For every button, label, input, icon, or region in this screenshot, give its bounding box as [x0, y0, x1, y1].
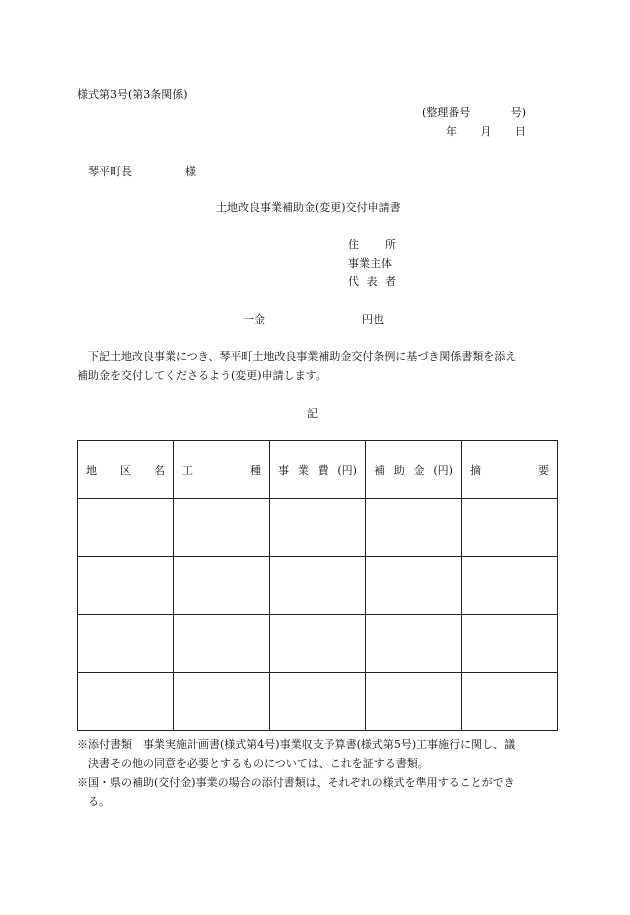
- rep-label-char: 表: [366, 275, 378, 288]
- table-cell: [270, 673, 366, 731]
- note-1-line-2: 決書その他の同意を必要とするものについては、これを証する書類。: [88, 757, 429, 770]
- address-label-char: 住: [348, 238, 359, 251]
- document-title: 土地改良事業補助金(変更)交付申請書: [216, 201, 401, 214]
- table-cell: [462, 615, 558, 673]
- seiri-number: [422, 104, 526, 120]
- table-header-row: [78, 441, 558, 499]
- table-cell: [78, 557, 174, 615]
- address-label-char: 所: [385, 238, 396, 251]
- table-cell: [366, 499, 462, 557]
- applicant-address-label: [348, 236, 396, 252]
- header-char: 区: [120, 463, 131, 477]
- addressee: [88, 163, 196, 179]
- table-cell: [462, 673, 558, 731]
- rep-label-char: 代: [348, 275, 359, 288]
- date-line: [446, 123, 526, 139]
- header-char: 事: [278, 463, 289, 477]
- header-char: (円): [433, 463, 453, 477]
- amount-suffix: 円也: [362, 313, 384, 326]
- header-char: 名: [154, 463, 165, 477]
- addressee-name: 琴平町長: [88, 165, 132, 178]
- body-line-2: 補助金を交付してくださるよう(変更)申請します。: [77, 369, 327, 382]
- header-char: 地: [86, 463, 97, 477]
- header-work-type: [174, 441, 270, 499]
- applicant-rep-label: [348, 273, 396, 289]
- addressee-honorific: 様: [185, 165, 196, 178]
- header-char: 摘: [470, 463, 481, 477]
- header-char: 費: [317, 463, 329, 477]
- header-char: 補: [374, 463, 385, 477]
- header-district: [78, 441, 174, 499]
- header-char: 種: [250, 463, 261, 477]
- table-cell: [78, 499, 174, 557]
- table-row: [78, 499, 558, 557]
- table-cell: [270, 499, 366, 557]
- applicant-entity-label: 事業主体: [348, 257, 392, 270]
- note-2-line-1: ※国・県の補助(交付金)事業の場合の添付書類は、それぞれの様式を準用することができ: [77, 776, 515, 789]
- header-char: 金: [413, 463, 425, 477]
- body-line-1: 下記土地改良事業につき、琴平町土地改良事業補助金交付条例に基づき関係書類を添え: [88, 350, 517, 363]
- table-cell: [270, 615, 366, 673]
- table-row: [78, 615, 558, 673]
- table-cell: [462, 557, 558, 615]
- header-remarks: [462, 441, 558, 499]
- table-cell: [366, 615, 462, 673]
- date-year: 年: [446, 125, 457, 138]
- table-cell: [174, 557, 270, 615]
- seiri-suffix: 号): [510, 106, 526, 119]
- note-1-line-1: ※添付書類 事業実施計画書(様式第4号)事業収支予算書(様式第5号)工事施行に関し、議: [77, 738, 516, 751]
- ki-heading: 記: [307, 407, 318, 420]
- header-char: (円): [337, 463, 357, 477]
- header-project-cost: [270, 441, 366, 499]
- rep-label-char: 者: [385, 275, 396, 288]
- table-cell: [174, 673, 270, 731]
- header-char: 助: [393, 463, 405, 477]
- table-cell: [366, 673, 462, 731]
- table-cell: [78, 615, 174, 673]
- seiri-prefix: (整理番号: [422, 106, 471, 119]
- table-cell: [78, 673, 174, 731]
- table-cell: [462, 499, 558, 557]
- table-cell: [174, 615, 270, 673]
- header-char: 業: [297, 463, 309, 477]
- table-cell: [270, 557, 366, 615]
- table-cell: [174, 499, 270, 557]
- project-table: [77, 440, 558, 731]
- date-month: 月: [480, 125, 492, 138]
- note-attachments: [77, 735, 557, 811]
- table-row: [78, 673, 558, 731]
- header-subsidy: [366, 441, 462, 499]
- amount-line: [243, 311, 384, 327]
- header-char: 要: [538, 463, 549, 477]
- header-char: 工: [182, 463, 193, 477]
- date-day: 日: [515, 125, 526, 138]
- table-cell: [366, 557, 462, 615]
- table-row: [78, 557, 558, 615]
- form-label: 様式第3号(第3条関係): [77, 88, 188, 101]
- amount-prefix: 一金: [243, 313, 265, 326]
- note-2-line-2: る。: [88, 795, 110, 808]
